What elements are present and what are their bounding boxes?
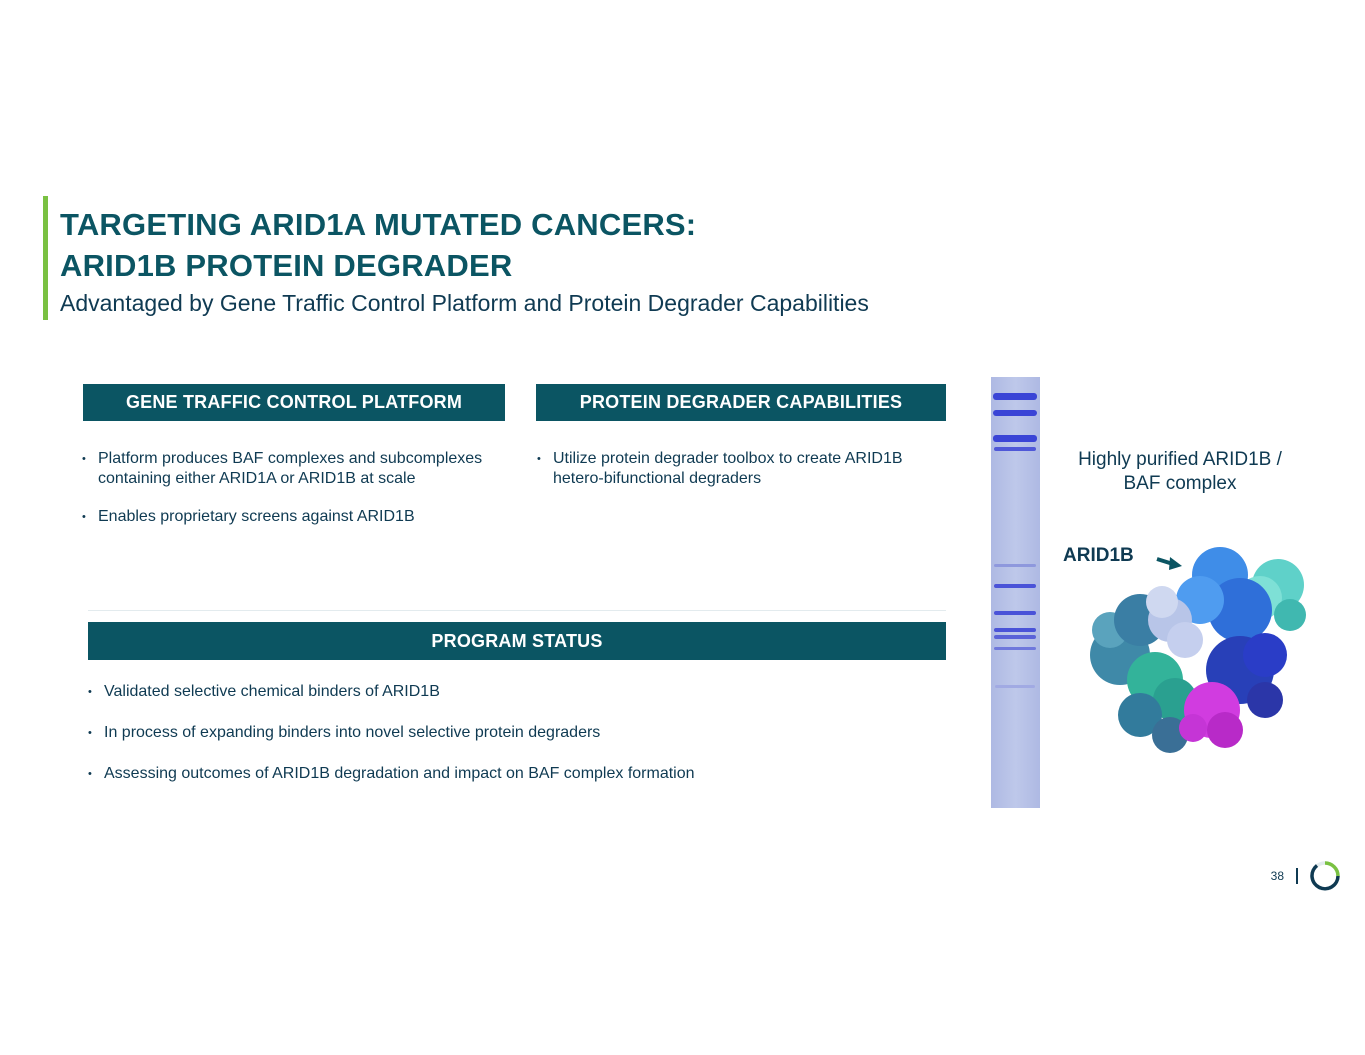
program-status-header: PROGRAM STATUS bbox=[88, 622, 946, 660]
title-accent-bar bbox=[43, 196, 48, 320]
company-logo-icon bbox=[1308, 859, 1342, 893]
figure-caption: Highly purified ARID1B / BAF complex bbox=[1078, 449, 1282, 494]
title-line-1: TARGETING ARID1A MUTATED CANCERS: bbox=[60, 207, 697, 242]
list-item: • Validated selective chemical binders of ARID1B bbox=[88, 682, 868, 702]
protein-structure-image bbox=[1080, 540, 1310, 765]
status-bullet-list bbox=[88, 682, 868, 805]
platform-bullet-list bbox=[82, 449, 522, 545]
list-item: • Enables proprietary screens against ARID1B bbox=[82, 507, 522, 527]
protein-label: ARID1B bbox=[1063, 545, 1134, 566]
list-item: • Platform produces BAF complexes and subcomplexes containing either ARID1A or ARID1B at scale bbox=[82, 449, 522, 489]
list-item: • In process of expanding binders into novel selective protein degraders bbox=[88, 723, 868, 743]
list-item: • Assessing outcomes of ARID1B degradation and impact on BAF complex formation bbox=[88, 764, 868, 784]
list-item: • Utilize protein degrader toolbox to create ARID1B hetero-bifunctional degraders bbox=[537, 449, 937, 489]
page-subtitle: Advantaged by Gene Traffic Control Platform and Protein Degrader Capabilities bbox=[60, 290, 869, 316]
divider bbox=[88, 610, 946, 611]
degrader-header: PROTEIN DEGRADER CAPABILITIES bbox=[536, 384, 946, 421]
gel-lane-image bbox=[991, 377, 1040, 808]
degrader-bullet-list bbox=[537, 449, 937, 489]
title-line-2: ARID1B PROTEIN DEGRADER bbox=[60, 248, 513, 283]
page-number-divider bbox=[1296, 868, 1298, 884]
platform-header: GENE TRAFFIC CONTROL PLATFORM bbox=[83, 384, 505, 421]
page-number: 38 bbox=[1270, 869, 1284, 883]
page-title bbox=[60, 204, 696, 286]
